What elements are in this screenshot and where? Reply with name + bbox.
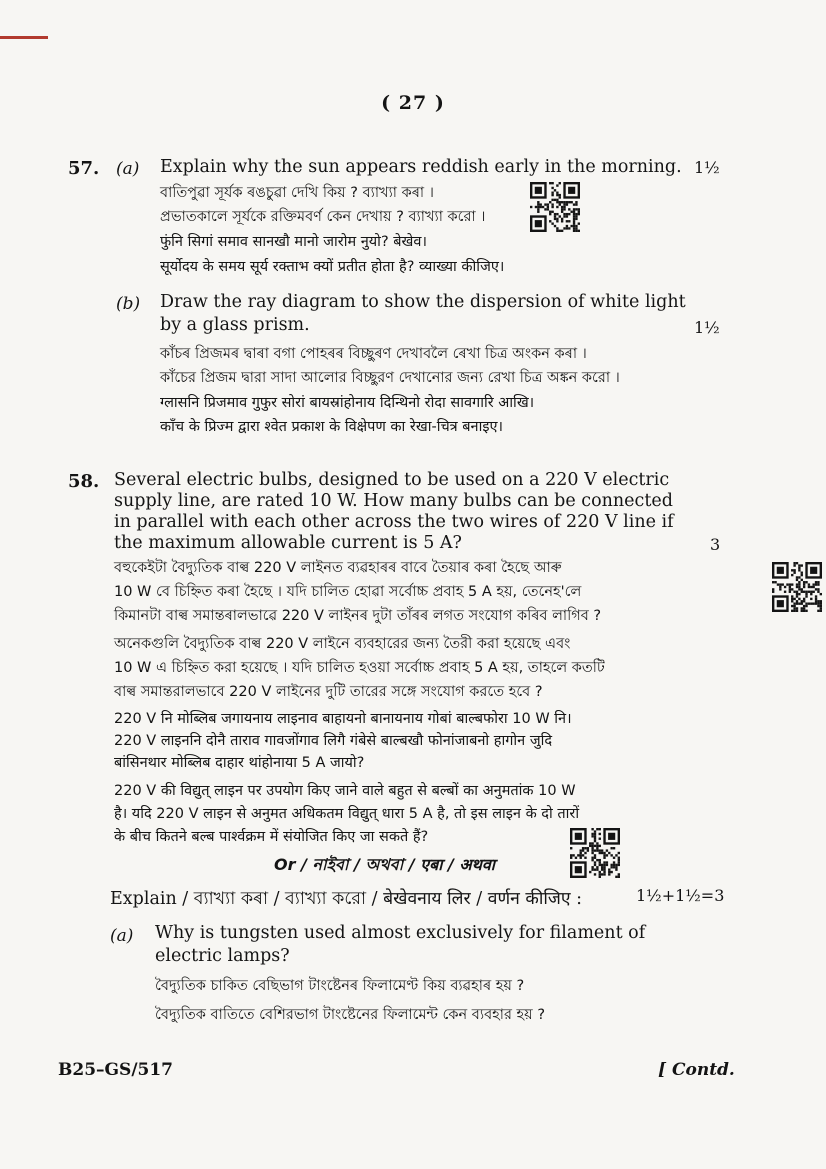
question-57-number: 57. [68,158,100,179]
q57b-marks: 1½ [694,318,720,337]
qr-code-icon [570,828,620,878]
page-number: ( 27 ) [381,92,445,114]
explain-marks: 1½+1½=3 [636,886,725,905]
q58-assamese-line1: বহুকেইটা বৈদ্যুতিক বাল্ব 220 V লাইনত ব্যৱহাৰৰ বাবে তৈয়াৰ কৰা হৈছে আৰু [114,560,562,576]
q58-english-line2: supply line, are rated 10 W. How many bulbs can be connected [114,491,673,511]
or-separator: Or / নাইবা / অথবা / एबा / अथवा [274,855,495,874]
q57a-english: Explain why the sun appears reddish early in the morning. [160,157,682,177]
q58a-label: (a) [110,926,134,946]
q58a-english-line1: Why is tungsten used almost exclusively for filament of [155,923,646,943]
q58-hindi-line2: है। यदि 220 V लाइन से अनुमत अधिकतम विद्युत् धारा 5 A है, तो इस लाइन के दो तारों [114,806,580,822]
q58-hindi-line3: के बीच कितने बल्ब पार्श्वक्रम में संयोजित किए जा सकते हैं? [114,829,429,845]
q57a-assamese: বাতিপুৱা সূৰ্যক ৰঙচুৱা দেখি কিয় ? ব্যাখ্যা কৰা । [160,185,434,201]
question-58-number: 58. [68,471,100,492]
q57b-label: (b) [116,294,141,314]
q58-english-line3: in parallel with each other across the two wires of 220 V line if [114,512,674,532]
q58a-assamese: বৈদ্যুতিক চাকিত বেছিভাগ টাংষ্টেনৰ ফিলামেণ্ট কিয় ব্যৱহাৰ হয় ? [155,978,525,994]
q58-bodo-line3: बांसिनथार मोब्लिब दाहार थांहोनाया 5 A जायो? [114,755,365,771]
continued-label: [ Contd. [658,1060,735,1080]
q58a-english-line2: electric lamps? [155,946,290,966]
q57a-bengali: প্ৰভাতকালে সূৰ্যকে রক্তিমবৰ্ণ কেন দেখায় ? ব্যাখ্যা করো । [160,209,486,225]
red-margin-mark [0,36,48,39]
q58-hindi-line1: 220 V की विद्युत् लाइन पर उपयोग किए जाने वाले बहुत से बल्बों का अनुमतांक 10 W [114,783,576,799]
q57b-bengali: কাঁচের প্রিজম দ্বারা সাদা আলোর বিচ্ছুরণ দেখানোর জন্য রেখা চিত্র অঙ্কন করো । [160,370,620,386]
q58-assamese-line3: কিমানটা বাল্ব সমান্তৰালভাৱে 220 V লাইনৰ দুটা তাঁৰৰ লগত সংযোগ কৰিব লাগিব ? [114,608,602,624]
q58-english-line4: the maximum allowable current is 5 A? [114,533,462,553]
q57a-marks: 1½ [694,158,720,177]
q57b-english-line1: Draw the ray diagram to show the dispersion of white light [160,292,686,312]
q58-english-line1: Several electric bulbs, designed to be used on a 220 V electric [114,470,670,490]
q57b-bodo: ग्लासनि प्रिजमाव गुफुर सोरां बायस्रांहोनाय दिन्थिनो रोदा सावगारि आखि। [160,395,535,411]
q58-bodo-line2: 220 V लाइननि दोनै ताराव गावजोंगाव लिगै गंबेसे बाल्बखौ फोनांजाबनो हागोन जुदि [114,733,553,749]
q57b-hindi: काँच के प्रिज्म द्वारा श्वेत प्रकाश के विक्षेपण का रेखा-चित्र बनाइए। [160,419,503,435]
qr-code-icon [772,562,822,612]
q57b-assamese: কাঁচৰ প্ৰিজমৰ দ্বাৰা বগা পোহৰৰ বিচ্ছুৰণ দেখাবলৈ ৰেখা চিত্ৰ অংকন কৰা । [160,346,587,362]
q57b-english-line2: by a glass prism. [160,315,310,335]
explain-instruction: Explain / ব্যাখ্যা কৰা / ব্যাখ্যা করো / बेखेवनाय लिर / वर्णन कीजिए : [110,889,582,909]
qr-code-icon [530,182,580,232]
q58-bengali-line3: বাল্ব সমান্তরালভাবে 220 V লাইনের দুটি তারের সঙ্গে সংযোগ করতে হবে ? [114,684,543,700]
q58a-bengali: বৈদ্যুতিক বাতিতে বেশিরভাগ টাংষ্টেনের ফিলামেন্ট কেন ব্যবহার হয় ? [155,1007,546,1023]
q58-assamese-line2: 10 W বে চিহ্নিত কৰা হৈছে । যদি চালিত হোৱা সৰ্বোচ্চ প্ৰবাহ 5 A হয়, তেনেহ'লে [114,584,582,600]
q58-bengali-line1: অনেকগুলি বৈদ্যুতিক বাল্ব 220 V লাইনে ব্যবহারের জন্য তৈরী করা হয়েছে এবং [114,636,571,652]
q57a-bodo: फुंनि सिगां समाव सानखौ मानो जारोम नुयो? बेखेव। [160,234,427,250]
q58-marks: 3 [710,535,721,554]
q57a-hindi: सूर्योदय के समय सूर्य रक्ताभ क्यों प्रतीत होता है? व्याख्या कीजिए। [160,259,505,275]
paper-code: B25–GS/517 [58,1060,174,1080]
q58-bengali-line2: 10 W এ চিহ্নিত করা হয়েছে । যদি চালিত হওয়া সর্বোচ্চ প্রবাহ 5 A হয়, তাহলে কতটি [114,660,605,676]
q57a-label: (a) [116,159,140,179]
q58-bodo-line1: 220 V नि मोब्लिब जगायनाय लाइनाव बाहायनो बानायनाय गोबां बाल्बफोरा 10 W नि। [114,711,572,727]
